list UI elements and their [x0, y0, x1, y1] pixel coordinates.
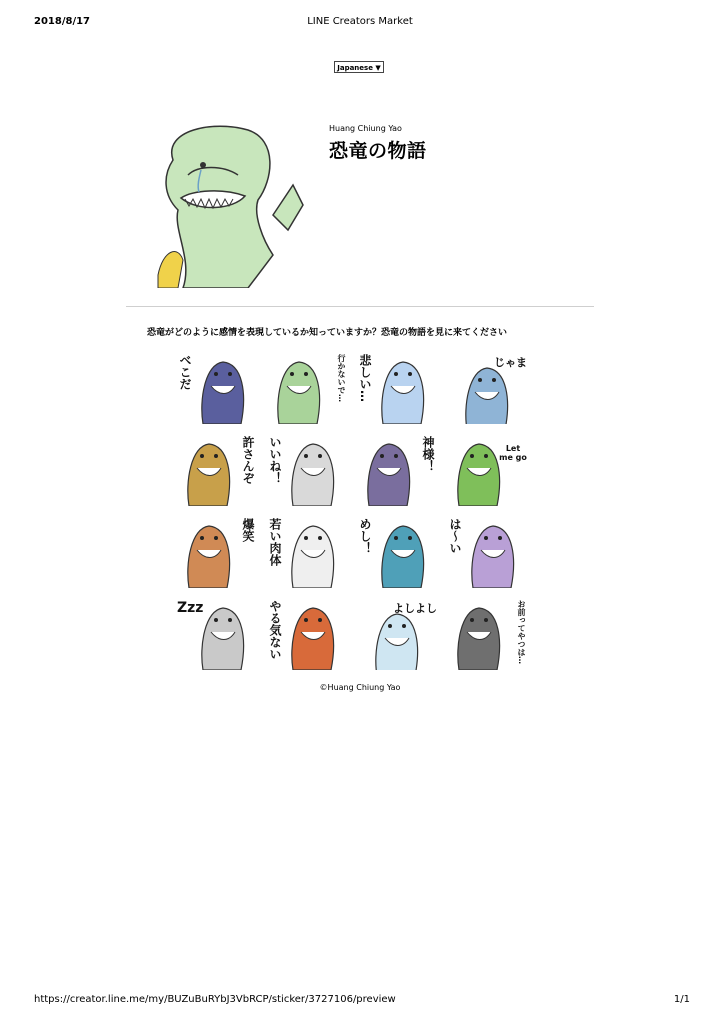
sticker-item[interactable] — [177, 516, 257, 588]
sticker-item[interactable] — [177, 598, 257, 670]
divider — [126, 306, 594, 307]
sticker-caption: よしよし — [393, 602, 437, 615]
sticker-caption: いいね！ — [268, 436, 282, 484]
sticker-item[interactable] — [447, 516, 527, 588]
main-sticker-image — [153, 120, 308, 288]
sticker-caption: 若い肉体 — [268, 518, 282, 566]
sticker-description: 恐竜がどのように感情を表現しているか知っていますか？恐竜の物語を見に来てください — [147, 328, 508, 338]
sticker-caption: お前ってやつは… — [517, 600, 526, 664]
sticker-image — [267, 352, 347, 424]
sticker-item[interactable] — [177, 352, 257, 424]
sticker-title: 恐竜の物語 — [329, 140, 427, 162]
sticker-caption: めし！ — [358, 518, 372, 554]
site-title: LINE Creators Market — [307, 16, 413, 27]
sticker-item[interactable] — [267, 516, 347, 588]
sticker-item[interactable] — [267, 434, 347, 506]
sticker-item[interactable] — [357, 598, 437, 670]
sticker-caption: やる気ない — [268, 600, 282, 660]
sticker-caption: べこだ — [178, 354, 192, 390]
sticker-caption: は〜い — [448, 518, 462, 554]
sticker-item[interactable] — [447, 352, 527, 424]
sticker-item[interactable] — [357, 352, 437, 424]
sticker-caption: 許さんぞ — [241, 436, 255, 484]
sticker-caption: 行かないで… — [337, 354, 346, 402]
sticker-grid — [177, 352, 537, 672]
sticker-item[interactable] — [447, 434, 527, 506]
sticker-item[interactable] — [267, 352, 347, 424]
language-select[interactable]: Japanese ▼ — [334, 61, 384, 73]
sticker-item[interactable] — [177, 434, 257, 506]
sticker-caption: 悲しい… — [358, 354, 372, 402]
sticker-image — [447, 598, 527, 670]
print-date: 2018/8/17 — [34, 16, 91, 27]
sticker-item[interactable] — [447, 598, 527, 670]
sticker-caption: Let me go — [499, 444, 527, 462]
sticker-caption: 神様！ — [421, 436, 435, 472]
sticker-item[interactable] — [357, 516, 437, 588]
sticker-caption: じゃま — [494, 356, 527, 369]
author-name[interactable]: Huang Chiung Yao — [329, 124, 402, 133]
page-number: 1/1 — [673, 994, 690, 1005]
sticker-item[interactable] — [357, 434, 437, 506]
sticker-item[interactable] — [267, 598, 347, 670]
copyright: ©Huang Chiung Yao — [319, 683, 401, 692]
sticker-caption: 爆笑 — [241, 518, 255, 542]
sticker-caption: Zzz — [177, 600, 204, 616]
page-url: https://creator.line.me/my/BUZuBuRYbJ3VbRCP/sticker/3727106/preview — [34, 994, 396, 1005]
